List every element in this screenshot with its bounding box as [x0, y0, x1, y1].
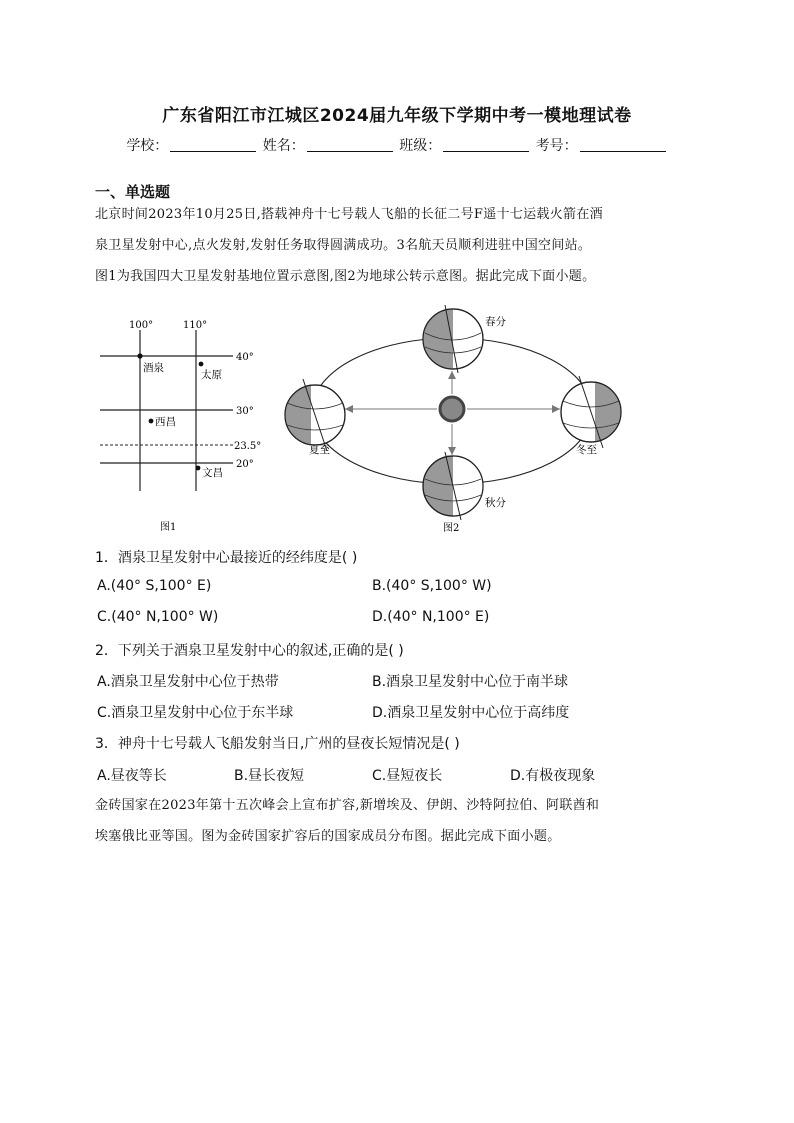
- name-label: 姓名：: [262, 138, 305, 154]
- latitude-label: 40°: [236, 352, 254, 363]
- earth-autumn: [423, 452, 506, 520]
- class-blank[interactable]: [443, 139, 529, 152]
- class-label: 班级：: [399, 138, 442, 154]
- arrow-head: [345, 405, 353, 413]
- passage-2: [95, 790, 699, 852]
- q3-option-b[interactable]: B.昼长夜短: [234, 768, 305, 784]
- passage-line: 埃塞俄比亚等国。图为金砖国家扩容后的国家成员分布图。据此完成下面小题。: [95, 829, 561, 844]
- q2-option-d[interactable]: D.酒泉卫星发射中心位于高纬度: [372, 705, 570, 721]
- arrow-head: [552, 405, 560, 413]
- longitude-label: 110°: [183, 320, 208, 331]
- exam-no-label: 考号：: [535, 138, 578, 154]
- passage-line: 金砖国家在2023年第十五次峰会上宣布扩容,新增埃及、伊朗、沙特阿拉伯、阿联酋和: [95, 798, 600, 813]
- student-info-line: [0, 135, 794, 155]
- page-title: 广东省阳江市江城区2024届九年级下学期中考一模地理试卷: [162, 106, 632, 126]
- site-label: 酒泉: [143, 362, 164, 374]
- site-label: 太原: [201, 369, 222, 381]
- school-blank[interactable]: [170, 139, 256, 152]
- figure-2-caption: 图2: [443, 523, 460, 534]
- site-dot-wenchang: [196, 466, 201, 471]
- question-3-stem: 3．神舟十七号载人飞船发射当日,广州的昼夜长短情况是( ): [95, 736, 460, 752]
- figure-1-map: [95, 315, 275, 540]
- question-2-stem: 2．下列关于酒泉卫星发射中心的叙述,正确的是( ): [95, 643, 404, 659]
- site-label: 西昌: [155, 416, 176, 428]
- position-label-winter: 冬至: [576, 444, 597, 456]
- arrow-head: [448, 371, 456, 379]
- q1-option-c[interactable]: C.(40° N,100° W): [97, 609, 219, 625]
- latitude-label: 23.5°: [234, 441, 262, 452]
- q2-option-c[interactable]: C.酒泉卫星发射中心位于东半球: [97, 705, 294, 721]
- q1-option-d[interactable]: D.(40° N,100° E): [372, 609, 490, 625]
- position-label-autumn: 秋分: [485, 497, 506, 509]
- exam-no-blank[interactable]: [580, 139, 666, 152]
- school-label: 学校：: [126, 138, 169, 154]
- site-dot-xichang: [149, 419, 154, 424]
- passage-1: [95, 199, 699, 292]
- q3-option-d[interactable]: D.有极夜现象: [510, 768, 596, 784]
- sun: [440, 397, 464, 421]
- position-label-spring: 春分: [485, 316, 506, 328]
- q2-option-b[interactable]: B.酒泉卫星发射中心位于南半球: [372, 674, 569, 690]
- arrow-head: [448, 447, 456, 455]
- q1-option-b[interactable]: B.(40° S,100° W): [372, 578, 492, 594]
- earth-winter: [561, 376, 625, 456]
- question-1-stem: 1．酒泉卫星发射中心最接近的经纬度是( ): [95, 550, 358, 566]
- section-heading: 一、单选题: [95, 183, 171, 201]
- passage-line: 泉卫星发射中心,点火发射,发射任务取得圆满成功。3名航天员顺利进驻中国空间站。: [95, 238, 592, 253]
- latitude-label: 30°: [236, 406, 254, 417]
- q3-option-c[interactable]: C.昼短夜长: [372, 768, 443, 784]
- name-blank[interactable]: [307, 139, 393, 152]
- site-label: 文昌: [202, 467, 223, 479]
- figure-2-orbit: [275, 303, 635, 540]
- figure-1-caption: 图1: [160, 522, 177, 533]
- q2-option-a[interactable]: A.酒泉卫星发射中心位于热带: [97, 674, 279, 690]
- q1-option-a[interactable]: A.(40° S,100° E): [97, 578, 212, 594]
- q3-option-a[interactable]: A.昼夜等长: [97, 768, 167, 784]
- latitude-label: 20°: [236, 459, 254, 470]
- passage-line: 北京时间2023年10月25日,搭载神舟十七号载人飞船的长征二号F遥十七运载火箭在酒: [95, 207, 603, 222]
- site-dot-jiuquan: [137, 353, 142, 358]
- position-label-summer: 夏至: [309, 444, 330, 456]
- longitude-label: 100°: [129, 320, 154, 331]
- site-dot-taiyuan: [199, 362, 204, 367]
- earth-summer: [285, 379, 345, 456]
- passage-line: 图1为我国四大卫星发射基地位置示意图,图2为地球公转示意图。据此完成下面小题。: [95, 269, 596, 284]
- earth-spring: [423, 305, 506, 373]
